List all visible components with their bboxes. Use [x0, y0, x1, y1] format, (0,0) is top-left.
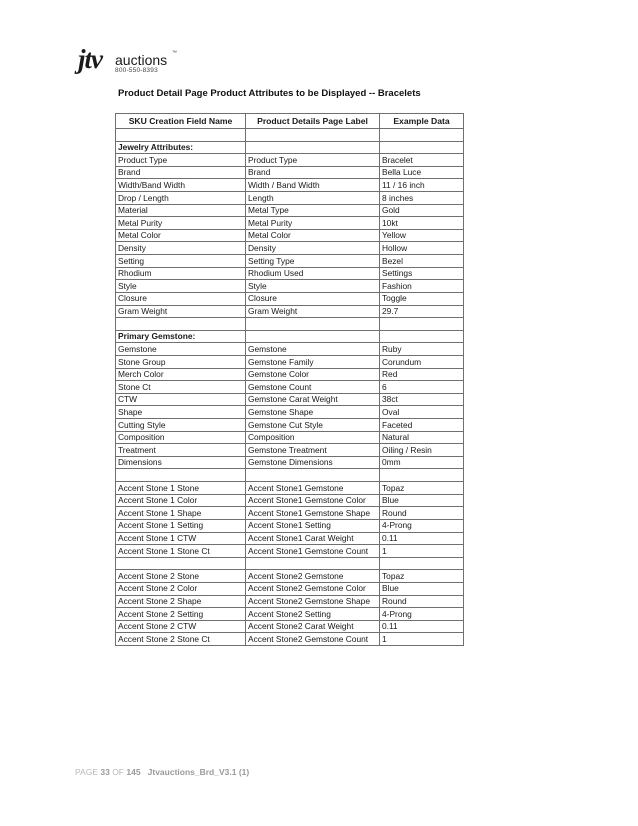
cell-example-data: 1: [380, 545, 464, 558]
page-footer: [75, 767, 249, 777]
table-cell-empty: [246, 141, 380, 154]
cell-page-label: Accent Stone2 Gemstone: [246, 570, 380, 583]
logo-brand-main: jtv: [78, 44, 102, 74]
cell-page-label: Closure: [246, 292, 380, 305]
cell-sku-field-name: Dimensions: [116, 456, 246, 469]
table-cell-empty: [246, 469, 380, 482]
cell-example-data: Bella Luce: [380, 166, 464, 179]
cell-sku-field-name: Accent Stone 1 CTW: [116, 532, 246, 545]
logo-trademark: ™: [172, 50, 177, 56]
cell-page-label: Accent Stone1 Gemstone: [246, 482, 380, 495]
table-cell-empty: [380, 330, 464, 343]
cell-example-data: 8 inches: [380, 192, 464, 205]
table-spacer-row: [116, 129, 464, 142]
table-section-row: [116, 141, 464, 154]
cell-page-label: Style: [246, 280, 380, 293]
cell-sku-field-name: Gemstone: [116, 343, 246, 356]
cell-sku-field-name: Accent Stone 2 Stone: [116, 570, 246, 583]
table-row: [116, 355, 464, 368]
table-cell-empty: [246, 318, 380, 331]
cell-sku-field-name: Rhodium: [116, 267, 246, 280]
section-label: Primary Gemstone:: [116, 330, 246, 343]
cell-sku-field-name: Accent Stone 1 Color: [116, 494, 246, 507]
table-row: [116, 582, 464, 595]
logo-brand-suffix: auctions: [115, 52, 168, 68]
cell-page-label: Accent Stone1 Setting: [246, 519, 380, 532]
cell-example-data: Corundum: [380, 355, 464, 368]
cell-example-data: Topaz: [380, 482, 464, 495]
table-row: [116, 368, 464, 381]
table-cell-empty: [116, 129, 246, 142]
footer-page-total: 145: [126, 767, 141, 777]
table-row: [116, 255, 464, 268]
cell-example-data: 0.11: [380, 532, 464, 545]
table-header-row: [116, 114, 464, 129]
header-sku-field-name: SKU Creation Field Name: [116, 114, 246, 129]
table-row: [116, 343, 464, 356]
cell-sku-field-name: Stone Group: [116, 355, 246, 368]
logo-phone-number: 800-550-8393: [115, 67, 158, 74]
cell-example-data: 10kt: [380, 217, 464, 230]
footer-page-prefix: PAGE: [75, 767, 101, 777]
cell-example-data: Blue: [380, 582, 464, 595]
document-title: Product Detail Page Product Attributes to be Displayed -- Bracelets: [118, 88, 421, 99]
cell-sku-field-name: Accent Stone 1 Stone: [116, 482, 246, 495]
cell-page-label: Gram Weight: [246, 305, 380, 318]
table-row: [116, 242, 464, 255]
table-row: [116, 280, 464, 293]
cell-page-label: Metal Color: [246, 229, 380, 242]
cell-page-label: Gemstone Family: [246, 355, 380, 368]
cell-sku-field-name: Composition: [116, 431, 246, 444]
table-cell-empty: [246, 330, 380, 343]
table-row: [116, 204, 464, 217]
cell-sku-field-name: Accent Stone 1 Stone Ct: [116, 545, 246, 558]
table-cell-empty: [380, 141, 464, 154]
cell-example-data: Oiling / Resin: [380, 444, 464, 457]
table-row: [116, 229, 464, 242]
cell-page-label: Gemstone: [246, 343, 380, 356]
cell-example-data: Bezel: [380, 255, 464, 268]
table-cell-empty: [116, 318, 246, 331]
cell-sku-field-name: Width/Band Width: [116, 179, 246, 192]
cell-sku-field-name: Accent Stone 2 Stone Ct: [116, 633, 246, 646]
table-row: [116, 507, 464, 520]
cell-example-data: Fashion: [380, 280, 464, 293]
table-cell-empty: [246, 129, 380, 142]
cell-sku-field-name: CTW: [116, 393, 246, 406]
cell-example-data: Bracelet: [380, 154, 464, 167]
table-row: [116, 406, 464, 419]
cell-page-label: Width / Band Width: [246, 179, 380, 192]
cell-sku-field-name: Setting: [116, 255, 246, 268]
cell-example-data: Hollow: [380, 242, 464, 255]
cell-page-label: Composition: [246, 431, 380, 444]
cell-page-label: Gemstone Dimensions: [246, 456, 380, 469]
cell-page-label: Brand: [246, 166, 380, 179]
cell-example-data: Blue: [380, 494, 464, 507]
cell-sku-field-name: Accent Stone 2 Setting: [116, 608, 246, 621]
section-label: Jewelry Attributes:: [116, 141, 246, 154]
table-body: [116, 129, 464, 646]
cell-page-label: Length: [246, 192, 380, 205]
footer-page-current: 33: [100, 767, 110, 777]
cell-example-data: Gold: [380, 204, 464, 217]
cell-page-label: Rhodium Used: [246, 267, 380, 280]
cell-page-label: Accent Stone1 Carat Weight: [246, 532, 380, 545]
cell-page-label: Accent Stone2 Gemstone Count: [246, 633, 380, 646]
cell-sku-field-name: Style: [116, 280, 246, 293]
table-row: [116, 393, 464, 406]
cell-example-data: Round: [380, 595, 464, 608]
cell-page-label: Accent Stone2 Gemstone Color: [246, 582, 380, 595]
cell-page-label: Metal Purity: [246, 217, 380, 230]
cell-sku-field-name: Gram Weight: [116, 305, 246, 318]
table-cell-empty: [380, 469, 464, 482]
table-cell-empty: [116, 557, 246, 570]
table-row: [116, 482, 464, 495]
cell-page-label: Gemstone Shape: [246, 406, 380, 419]
footer-document-name: Jtvauctions_Brd_V3.1 (1): [147, 767, 250, 777]
cell-example-data: Toggle: [380, 292, 464, 305]
footer-page-of: OF: [109, 767, 127, 777]
table-row: [116, 570, 464, 583]
table-row: [116, 444, 464, 457]
table-row: [116, 381, 464, 394]
cell-page-label: Accent Stone2 Gemstone Shape: [246, 595, 380, 608]
cell-page-label: Gemstone Cut Style: [246, 419, 380, 432]
cell-example-data: 11 / 16 inch: [380, 179, 464, 192]
cell-page-label: Gemstone Carat Weight: [246, 393, 380, 406]
table-row: [116, 154, 464, 167]
table-row: [116, 519, 464, 532]
table-cell-empty: [116, 469, 246, 482]
table-cell-empty: [380, 557, 464, 570]
cell-sku-field-name: Closure: [116, 292, 246, 305]
cell-page-label: Density: [246, 242, 380, 255]
cell-sku-field-name: Accent Stone 1 Setting: [116, 519, 246, 532]
table-row: [116, 456, 464, 469]
cell-example-data: 4-Prong: [380, 608, 464, 621]
cell-example-data: Oval: [380, 406, 464, 419]
table-row: [116, 179, 464, 192]
table-row: [116, 305, 464, 318]
table-row: [116, 217, 464, 230]
cell-example-data: 1: [380, 633, 464, 646]
cell-sku-field-name: Drop / Length: [116, 192, 246, 205]
table-spacer-row: [116, 469, 464, 482]
cell-sku-field-name: Material: [116, 204, 246, 217]
table-spacer-row: [116, 318, 464, 331]
cell-sku-field-name: Merch Color: [116, 368, 246, 381]
cell-sku-field-name: Accent Stone 2 CTW: [116, 620, 246, 633]
table-cell-empty: [380, 318, 464, 331]
table-cell-empty: [246, 557, 380, 570]
cell-example-data: Yellow: [380, 229, 464, 242]
cell-example-data: Topaz: [380, 570, 464, 583]
cell-page-label: Setting Type: [246, 255, 380, 268]
cell-example-data: Faceted: [380, 419, 464, 432]
cell-example-data: Natural: [380, 431, 464, 444]
cell-sku-field-name: Treatment: [116, 444, 246, 457]
attributes-table: [115, 113, 464, 646]
table-row: [116, 292, 464, 305]
cell-page-label: Gemstone Color: [246, 368, 380, 381]
table-row: [116, 431, 464, 444]
cell-page-label: Product Type: [246, 154, 380, 167]
cell-sku-field-name: Accent Stone 1 Shape: [116, 507, 246, 520]
cell-page-label: Metal Type: [246, 204, 380, 217]
table-row: [116, 633, 464, 646]
cell-sku-field-name: Metal Color: [116, 229, 246, 242]
cell-example-data: 0mm: [380, 456, 464, 469]
table-cell-empty: [380, 129, 464, 142]
cell-page-label: Accent Stone1 Gemstone Color: [246, 494, 380, 507]
table-row: [116, 419, 464, 432]
table-row: [116, 532, 464, 545]
cell-example-data: 29.7: [380, 305, 464, 318]
table-row: [116, 494, 464, 507]
table-row: [116, 166, 464, 179]
cell-sku-field-name: Product Type: [116, 154, 246, 167]
cell-example-data: Settings: [380, 267, 464, 280]
cell-sku-field-name: Shape: [116, 406, 246, 419]
cell-sku-field-name: Density: [116, 242, 246, 255]
table-row: [116, 267, 464, 280]
header-page-label: Product Details Page Label: [246, 114, 380, 129]
jtv-auctions-logo: [78, 44, 198, 80]
cell-sku-field-name: Stone Ct: [116, 381, 246, 394]
table-row: [116, 192, 464, 205]
cell-example-data: 0.11: [380, 620, 464, 633]
table-row: [116, 608, 464, 621]
cell-example-data: 6: [380, 381, 464, 394]
table-row: [116, 595, 464, 608]
cell-page-label: Accent Stone2 Setting: [246, 608, 380, 621]
cell-sku-field-name: Cutting Style: [116, 419, 246, 432]
cell-page-label: Accent Stone1 Gemstone Count: [246, 545, 380, 558]
header-example-data: Example Data: [380, 114, 464, 129]
cell-sku-field-name: Brand: [116, 166, 246, 179]
table-section-row: [116, 330, 464, 343]
cell-example-data: 38ct: [380, 393, 464, 406]
cell-example-data: Ruby: [380, 343, 464, 356]
cell-page-label: Accent Stone1 Gemstone Shape: [246, 507, 380, 520]
cell-example-data: Round: [380, 507, 464, 520]
cell-sku-field-name: Metal Purity: [116, 217, 246, 230]
cell-page-label: Gemstone Count: [246, 381, 380, 394]
cell-example-data: 4-Prong: [380, 519, 464, 532]
table-spacer-row: [116, 557, 464, 570]
table-row: [116, 620, 464, 633]
cell-sku-field-name: Accent Stone 2 Shape: [116, 595, 246, 608]
cell-example-data: Red: [380, 368, 464, 381]
cell-sku-field-name: Accent Stone 2 Color: [116, 582, 246, 595]
cell-page-label: Gemstone Treatment: [246, 444, 380, 457]
table-row: [116, 545, 464, 558]
cell-page-label: Accent Stone2 Carat Weight: [246, 620, 380, 633]
